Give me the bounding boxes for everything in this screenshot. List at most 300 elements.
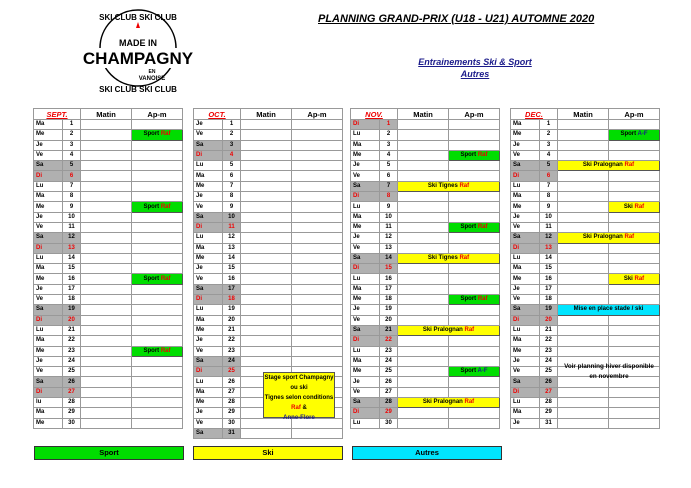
day-row [34, 233, 183, 243]
day-number: 31 [223, 428, 241, 438]
day-row [34, 295, 183, 305]
day-name: Sa [34, 161, 63, 171]
matin-cell [81, 192, 132, 202]
apm-cell [609, 171, 660, 181]
day-row [34, 192, 183, 202]
day-name: Sa [351, 398, 380, 408]
day-row [511, 346, 660, 356]
day-name: Sa [511, 305, 540, 315]
day-row [194, 305, 343, 315]
day-number: 16 [380, 274, 398, 284]
matin-cell [398, 315, 449, 325]
day-row [194, 243, 343, 253]
day-number: 5 [380, 161, 398, 171]
day-number: 13 [63, 243, 81, 253]
apm-cell: Sport Raf [132, 274, 183, 284]
day-row [194, 295, 343, 305]
day-name: Sa [351, 253, 380, 263]
day-number: 29 [223, 408, 241, 418]
day-row [34, 140, 183, 150]
day-number: 26 [540, 377, 558, 387]
day-number: 25 [63, 367, 81, 377]
apm-cell [292, 120, 343, 130]
logo-bottom-text: SKI CLUB SKI CLUB [99, 85, 177, 94]
col-apm: Ap-m [449, 109, 500, 120]
day-name: Di [34, 171, 63, 181]
apm-cell [132, 398, 183, 408]
day-name: Lu [351, 274, 380, 284]
day-number: 1 [63, 120, 81, 130]
day-number: 10 [223, 212, 241, 222]
day-number: 24 [380, 356, 398, 366]
apm-cell [292, 233, 343, 243]
legend-sport: Sport [34, 446, 184, 460]
day-row [351, 387, 500, 397]
apm-cell [292, 356, 343, 366]
day-name: Ma [34, 264, 63, 274]
day-name: Sa [34, 305, 63, 315]
day-row [511, 140, 660, 150]
matin-cell [81, 305, 132, 315]
day-row [351, 315, 500, 325]
day-name: Di [511, 387, 540, 397]
day-row [351, 336, 500, 346]
day-row [34, 130, 183, 140]
day-name: Sa [194, 428, 223, 438]
matin-cell [241, 325, 292, 335]
day-number: 27 [380, 387, 398, 397]
apm-cell [292, 243, 343, 253]
apm-cell [292, 295, 343, 305]
day-name: Lu [351, 130, 380, 140]
activity-cell: Ski Pralognan Raf [558, 161, 660, 171]
matin-cell [241, 222, 292, 232]
apm-cell [292, 222, 343, 232]
day-name: Ma [194, 171, 223, 181]
day-number: 3 [63, 140, 81, 150]
day-name: Lu [34, 253, 63, 263]
day-name: Je [34, 212, 63, 222]
day-name: Ma [194, 387, 223, 397]
day-row [351, 222, 500, 232]
day-number: 9 [540, 202, 558, 212]
day-row [34, 222, 183, 232]
matin-cell [398, 202, 449, 212]
matin-cell [558, 346, 609, 356]
day-number: 27 [540, 387, 558, 397]
apm-cell: Sport Raf [132, 202, 183, 212]
day-row [511, 120, 660, 130]
day-number: 20 [380, 315, 398, 325]
day-row [511, 253, 660, 263]
apm-cell [449, 274, 500, 284]
apm-cell [292, 140, 343, 150]
day-name: Ve [194, 130, 223, 140]
apm-cell [449, 408, 500, 418]
day-number: 25 [540, 367, 558, 377]
matin-cell [398, 150, 449, 160]
day-name: Di [194, 295, 223, 305]
day-name: Di [34, 387, 63, 397]
matin-cell [241, 284, 292, 294]
day-name: Ma [511, 264, 540, 274]
day-row [194, 150, 343, 160]
apm-cell [292, 346, 343, 356]
apm-cell [609, 315, 660, 325]
day-row [511, 233, 660, 243]
day-name: Je [194, 264, 223, 274]
day-number: 14 [63, 253, 81, 263]
ski-club-logo [78, 4, 198, 100]
matin-cell [558, 181, 609, 191]
matin-cell [398, 284, 449, 294]
day-name: Di [351, 336, 380, 346]
stage-block [263, 372, 335, 421]
matin-cell [558, 202, 609, 212]
day-number: 17 [540, 284, 558, 294]
day-row [511, 387, 660, 397]
apm-cell [292, 181, 343, 191]
matin-cell [558, 140, 609, 150]
matin-cell [558, 418, 609, 428]
day-number: 20 [63, 315, 81, 325]
day-name: Me [34, 346, 63, 356]
day-row [511, 150, 660, 160]
matin-cell [398, 212, 449, 222]
day-name: Me [34, 202, 63, 212]
day-row [194, 233, 343, 243]
day-number: 4 [63, 150, 81, 160]
logo-en: EN [148, 69, 156, 75]
day-name: Sa [194, 356, 223, 366]
day-row [194, 253, 343, 263]
day-row [194, 161, 343, 171]
day-number: 4 [540, 150, 558, 160]
page-subtitle [405, 56, 545, 80]
apm-cell [132, 336, 183, 346]
apm-cell [132, 408, 183, 418]
day-name: Ve [194, 418, 223, 428]
day-name: Je [511, 212, 540, 222]
apm-cell [449, 120, 500, 130]
day-row [34, 336, 183, 346]
matin-cell [241, 161, 292, 171]
day-name: Me [351, 295, 380, 305]
day-row [511, 315, 660, 325]
day-row [34, 377, 183, 387]
day-name: Ve [351, 315, 380, 325]
matin-cell [558, 325, 609, 335]
day-name: Sa [34, 233, 63, 243]
day-row [351, 161, 500, 171]
apm-cell [292, 171, 343, 181]
day-number: 3 [540, 140, 558, 150]
apm-cell [609, 325, 660, 335]
day-row [351, 264, 500, 274]
apm-cell [132, 212, 183, 222]
apm-cell [609, 387, 660, 397]
apm-cell: Sport A-F [609, 130, 660, 140]
day-row [511, 181, 660, 191]
apm-cell [132, 325, 183, 335]
month-table-september [33, 108, 183, 429]
day-row [194, 181, 343, 191]
col-apm: Ap-m [132, 109, 183, 120]
apm-cell [292, 274, 343, 284]
day-number: 6 [223, 171, 241, 181]
col-apm: Ap-m [609, 109, 660, 120]
day-number: 2 [223, 130, 241, 140]
day-row [511, 161, 660, 171]
day-number: 14 [223, 253, 241, 263]
day-row [194, 274, 343, 284]
day-name: Je [34, 140, 63, 150]
subtitle-line1: Entrainements Ski & Sport [418, 57, 532, 67]
day-name: Lu [511, 398, 540, 408]
apm-cell [132, 356, 183, 366]
matin-cell [81, 161, 132, 171]
day-name: Ma [194, 315, 223, 325]
day-name: Je [351, 377, 380, 387]
day-number: 17 [63, 284, 81, 294]
day-row [34, 274, 183, 284]
matin-cell [81, 274, 132, 284]
apm-cell [132, 367, 183, 377]
day-row [194, 315, 343, 325]
apm-cell [292, 161, 343, 171]
day-number: 2 [63, 130, 81, 140]
day-name: Di [351, 408, 380, 418]
day-name: Di [34, 243, 63, 253]
apm-cell: Ski Raf [609, 274, 660, 284]
day-name: Ma [351, 212, 380, 222]
day-row [511, 192, 660, 202]
matin-cell [241, 130, 292, 140]
apm-cell [449, 171, 500, 181]
apm-cell [132, 233, 183, 243]
apm-cell [292, 264, 343, 274]
day-row [511, 295, 660, 305]
apm-cell [449, 315, 500, 325]
day-name: Ma [351, 140, 380, 150]
day-number: 14 [540, 253, 558, 263]
day-name: Lu [194, 377, 223, 387]
apm-cell [292, 336, 343, 346]
day-number: 9 [223, 202, 241, 212]
day-row [34, 284, 183, 294]
apm-cell [292, 150, 343, 160]
day-name: Ma [34, 336, 63, 346]
day-row [511, 398, 660, 408]
day-row [194, 222, 343, 232]
apm-cell [132, 120, 183, 130]
day-name: Sa [34, 377, 63, 387]
apm-cell [609, 140, 660, 150]
day-name: Sa [194, 284, 223, 294]
day-row [351, 418, 500, 428]
day-number: 18 [540, 295, 558, 305]
matin-cell [398, 336, 449, 346]
matin-cell [398, 305, 449, 315]
day-row [34, 325, 183, 335]
matin-cell [398, 243, 449, 253]
apm-cell [292, 192, 343, 202]
day-number: 6 [63, 171, 81, 181]
day-number: 13 [380, 243, 398, 253]
apm-cell [132, 140, 183, 150]
matin-cell [81, 171, 132, 181]
day-name: Lu [511, 181, 540, 191]
day-number: 26 [63, 377, 81, 387]
day-row [511, 202, 660, 212]
day-row [194, 284, 343, 294]
day-number: 22 [223, 336, 241, 346]
apm-cell: Sport Raf [132, 130, 183, 140]
day-row [194, 212, 343, 222]
day-number: 15 [540, 264, 558, 274]
day-name: Di [194, 367, 223, 377]
day-row [34, 305, 183, 315]
matin-cell [241, 233, 292, 243]
day-name: Je [351, 233, 380, 243]
matin-cell [241, 305, 292, 315]
day-name: Ve [194, 346, 223, 356]
matin-cell [81, 150, 132, 160]
matin-cell [81, 295, 132, 305]
day-number: 26 [380, 377, 398, 387]
day-name: Lu [351, 346, 380, 356]
day-row [351, 377, 500, 387]
day-row [351, 284, 500, 294]
day-row [194, 325, 343, 335]
matin-cell [558, 192, 609, 202]
matin-cell [558, 171, 609, 181]
apm-cell [132, 264, 183, 274]
day-name: Ma [351, 356, 380, 366]
day-number: 13 [540, 243, 558, 253]
month-name: SEPT. [34, 109, 81, 120]
day-name: Di [351, 192, 380, 202]
day-name: Je [511, 140, 540, 150]
day-number: 16 [63, 274, 81, 284]
month-name: DEC. [511, 109, 558, 120]
day-number: 25 [380, 367, 398, 377]
day-number: 7 [63, 181, 81, 191]
day-name: Me [34, 418, 63, 428]
day-name: Lu [194, 161, 223, 171]
day-name: Je [351, 305, 380, 315]
activity-cell: Ski Pralognan Raf [398, 398, 500, 408]
matin-cell [241, 428, 292, 438]
matin-cell [398, 130, 449, 140]
day-row [511, 284, 660, 294]
day-number: 11 [380, 222, 398, 232]
matin-cell [241, 346, 292, 356]
day-name: Je [194, 192, 223, 202]
day-number: 6 [380, 171, 398, 181]
day-row [351, 408, 500, 418]
day-name: Lu [511, 325, 540, 335]
day-number: 19 [223, 305, 241, 315]
apm-cell [132, 222, 183, 232]
day-number: 16 [223, 274, 241, 284]
day-number: 21 [223, 325, 241, 335]
day-number: 4 [380, 150, 398, 160]
apm-cell [609, 346, 660, 356]
day-number: 11 [223, 222, 241, 232]
day-number: 4 [223, 150, 241, 160]
matin-cell [241, 315, 292, 325]
day-row [511, 418, 660, 428]
matin-cell [81, 222, 132, 232]
day-number: 8 [223, 192, 241, 202]
day-number: 28 [540, 398, 558, 408]
day-name: Ma [511, 192, 540, 202]
matin-cell [81, 336, 132, 346]
apm-cell [609, 336, 660, 346]
apm-cell [449, 356, 500, 366]
day-name: Sa [194, 140, 223, 150]
day-row [351, 295, 500, 305]
apm-cell [449, 243, 500, 253]
matin-cell [398, 356, 449, 366]
apm-cell [449, 305, 500, 315]
day-number: 1 [380, 120, 398, 130]
apm-cell [132, 171, 183, 181]
apm-cell [449, 233, 500, 243]
logo-name: CHAMPAGNY [82, 49, 194, 68]
activity-cell: Ski Tignes Raf [398, 253, 500, 263]
day-number: 30 [223, 418, 241, 428]
day-row [511, 222, 660, 232]
day-name: Ve [511, 150, 540, 160]
apm-cell [609, 120, 660, 130]
day-number: 5 [223, 161, 241, 171]
apm-cell [132, 387, 183, 397]
apm-cell [292, 212, 343, 222]
day-name: Me [511, 346, 540, 356]
matin-cell [241, 192, 292, 202]
day-row [34, 212, 183, 222]
day-row [511, 325, 660, 335]
day-row [511, 212, 660, 222]
day-row [34, 346, 183, 356]
day-row [351, 120, 500, 130]
day-number: 30 [63, 418, 81, 428]
matin-cell [398, 346, 449, 356]
matin-cell [398, 161, 449, 171]
day-name: Je [194, 336, 223, 346]
matin-cell [558, 387, 609, 397]
matin-cell [398, 377, 449, 387]
matin-cell [81, 367, 132, 377]
matin-cell [398, 171, 449, 181]
day-row [351, 367, 500, 377]
day-row [511, 130, 660, 140]
apm-cell [449, 202, 500, 212]
month-name: NOV. [351, 109, 398, 120]
day-number: 23 [540, 346, 558, 356]
day-number: 7 [380, 181, 398, 191]
matin-cell [81, 387, 132, 397]
day-row [34, 398, 183, 408]
apm-cell [292, 253, 343, 263]
day-name: Me [194, 181, 223, 191]
day-number: 5 [63, 161, 81, 171]
matin-cell [241, 120, 292, 130]
day-name: Je [194, 408, 223, 418]
day-number: 31 [540, 418, 558, 428]
